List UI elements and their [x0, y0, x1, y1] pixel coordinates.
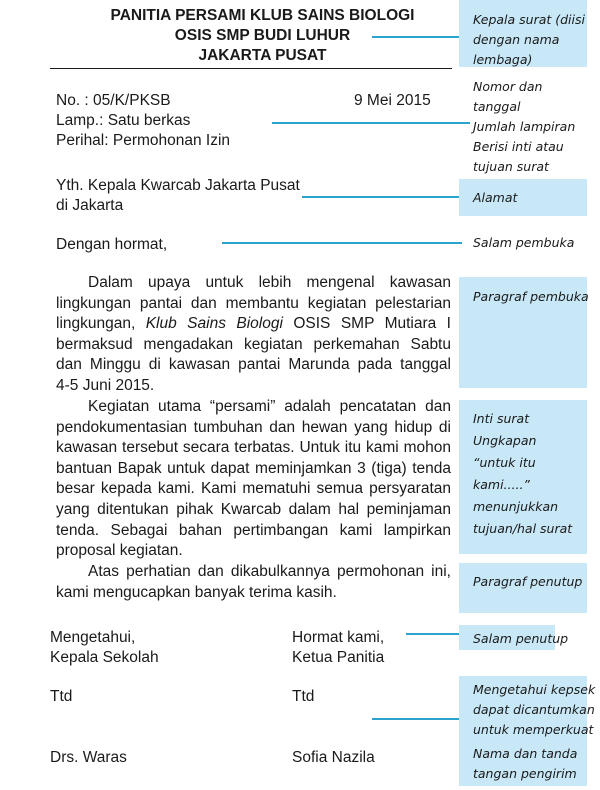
note-nama-tanda-1: Nama dan tanda: [473, 746, 578, 761]
address-line-2: di Jakarta: [56, 197, 124, 214]
p1-line-5: dan Minggu di kawasan pantai Marunda pada tanggal: [56, 356, 451, 374]
note-nomor-5: tujuan surat: [473, 159, 549, 174]
note-inti-surat: [473, 408, 591, 540]
note-inti-surat-2: Ungkapan: [473, 433, 537, 448]
p1-line-1: Dalam upaya untuk lebih mengenal kawasan: [88, 274, 451, 291]
note-salam-pembuka-1: Salam pembuka: [473, 235, 575, 250]
note-nomor-1: Nomor dan: [473, 79, 543, 94]
note-kepala-surat-2: dengan nama: [473, 32, 560, 47]
note-nomor: [473, 77, 591, 177]
p1-line-4: bermaksud mengadakan kegiatan perkemahan Sabtu: [56, 335, 451, 353]
p2-line-3: kawasan tersebut secara terbatas. Untuk itu kami mohon: [56, 439, 451, 457]
paragraph-closing: [56, 562, 451, 603]
sign-right-ttd: Ttd: [292, 688, 315, 705]
sign-left-ttd: Ttd: [50, 688, 73, 705]
note-kepala-surat: [473, 10, 591, 70]
note-paragraf-pembuka: [473, 287, 591, 307]
p1-line-3c: OSIS SMP Mutiara I: [282, 315, 451, 333]
note-kepala-surat-3: lembaga): [473, 52, 533, 67]
letterhead-rule: [50, 68, 452, 69]
note-nomor-4: Berisi inti atau: [473, 139, 564, 154]
letterhead-line-1: PANITIA PERSAMI KLUB SAINS BIOLOGI: [110, 7, 415, 24]
letter-number: No. : 05/K/PKSB: [56, 92, 171, 109]
p3-line-2: kami mengucapkan banyak terima kasih.: [56, 583, 337, 601]
address-line-1: Yth. Kepala Kwarcab Jakarta Pusat: [56, 177, 300, 194]
paragraph-opening: [56, 273, 451, 397]
sign-right-name: Sofia Nazila: [292, 749, 375, 766]
pointer-line-salam-penutup: [406, 633, 459, 635]
note-mengetahui: [473, 680, 596, 740]
note-nomor-2: tanggal: [473, 99, 521, 114]
letterhead-line-2: OSIS SMP BUDI LUHUR: [174, 27, 351, 44]
note-salam-penutup-1: Salam penutup: [473, 631, 569, 646]
sign-left-line-1: Mengetahui,: [50, 629, 136, 646]
letter-subject: Perihal: Permohonan Izin: [56, 132, 231, 149]
p2-line-5: besar kepada kami. Kami mematuhi semua persyaratan: [56, 480, 451, 498]
note-salam-pembuka: [473, 233, 591, 253]
note-inti-surat-4: kami.....”: [473, 477, 530, 492]
letter-date: 9 Mei 2015: [354, 92, 431, 109]
p3-line-1: Atas perhatian dan dikabulkannya permohonan ini,: [88, 563, 451, 580]
sign-left-line-2: Kepala Sekolah: [50, 649, 159, 666]
note-nama-tanda-2: tangan pengirim: [473, 766, 577, 781]
pointer-line-alamat: [302, 196, 459, 198]
note-salam-penutup: [473, 629, 591, 649]
sign-right-line-2: Ketua Panitia: [292, 649, 385, 666]
p2-line-7: tenda. Sebagai bahan pertimbangan kami lampirkan: [56, 521, 451, 539]
note-paragraf-pembuka-1: Paragraf pembuka: [473, 289, 589, 304]
p2-line-2: pendokumentasian tumbuhan dan hewan yang hidup di: [56, 418, 451, 436]
note-mengetahui-2: dapat dicantumkan: [473, 702, 595, 717]
p2-line-4: bantuan Bapak untuk dapat meminjamkan 3 (tiga) tenda: [56, 459, 451, 477]
paragraph-body: [56, 397, 451, 562]
note-inti-surat-1: Inti surat: [473, 411, 530, 426]
note-kepala-surat-1: Kepala surat (diisi: [473, 12, 585, 27]
letter-attachment: Lamp.: Satu berkas: [56, 112, 191, 129]
letterhead-line-3: JAKARTA PUSAT: [198, 47, 327, 64]
note-inti-surat-5: menunjukkan: [473, 499, 559, 514]
sign-left-name: Drs. Waras: [50, 749, 127, 766]
note-mengetahui-3: untuk memperkuat: [473, 722, 594, 737]
note-mengetahui-1: Mengetahui kepsek: [473, 682, 596, 697]
p2-line-1: Kegiatan utama “persami” adalah pencatatan dan: [88, 398, 451, 415]
club-name: Klub Sains Biologi: [145, 315, 283, 333]
p1-line-3a: lingkungan,: [56, 315, 146, 333]
note-nomor-3: Jumlah lampiran: [473, 119, 576, 134]
pointer-line-lampiran: [272, 122, 470, 124]
p1-line-2: lingkungan pantai dan membantu kegiatan pelestarian: [56, 294, 451, 312]
sign-right-line-1: Hormat kami,: [292, 629, 385, 646]
note-alamat: [473, 188, 591, 208]
p2-line-6: yang ditentukan pihak Kwarcab dalam hal peminjaman: [56, 500, 451, 518]
pointer-line-mengetahui: [372, 718, 459, 720]
pointer-line-salam-pembuka: [222, 242, 462, 244]
note-inti-surat-3: “untuk itu: [473, 455, 536, 470]
note-alamat-1: Alamat: [473, 190, 518, 205]
p1-line-3: [56, 314, 451, 335]
p1-line-6: 4-5 Juni 2015.: [56, 376, 155, 394]
note-inti-surat-6: tujuan/hal surat: [473, 521, 573, 536]
note-paragraf-penutup-1: Paragraf penutup: [473, 574, 583, 589]
p2-line-8: proposal kegiatan.: [56, 542, 183, 560]
greeting: Dengan hormat,: [56, 236, 168, 253]
note-nama-tanda: [473, 744, 591, 784]
note-paragraf-penutup: [473, 572, 591, 592]
